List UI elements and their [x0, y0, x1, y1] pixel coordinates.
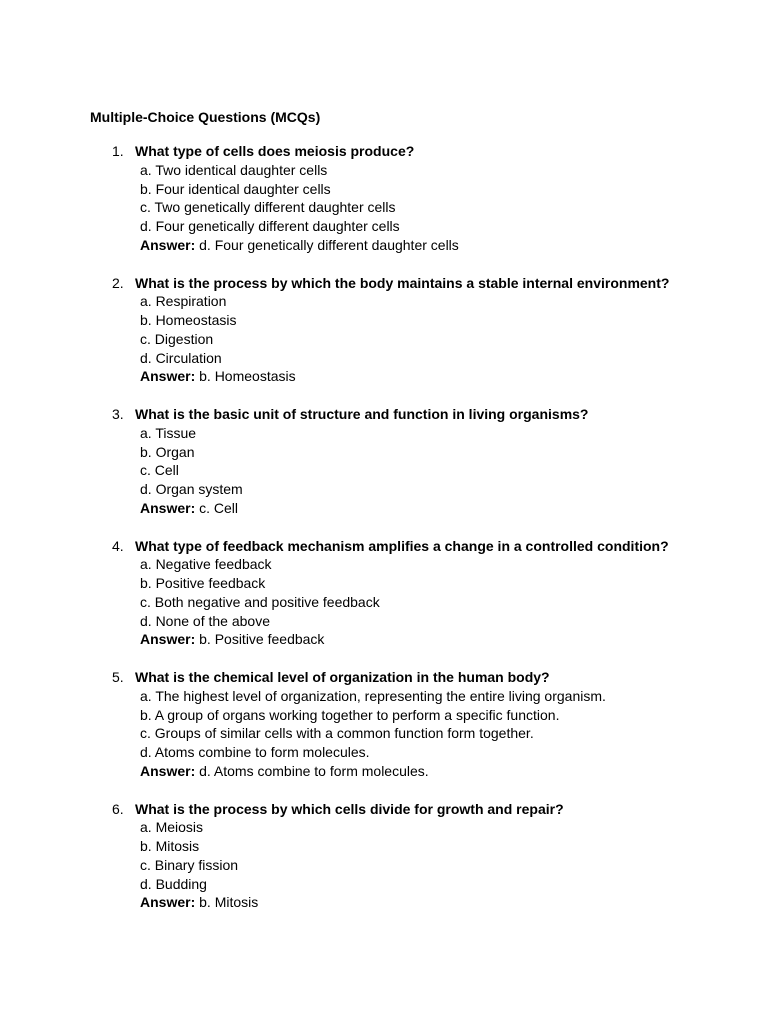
option-d: d. Four genetically different daughter cells — [140, 218, 400, 235]
option-b: b. Homeostasis — [140, 312, 237, 329]
option-c: c. Digestion — [140, 330, 214, 347]
option-d: d. None of the above — [140, 612, 270, 629]
question-number: 5. — [112, 669, 124, 685]
option-a: a. Two identical daughter cells — [140, 161, 328, 178]
option-b: b. A group of organs working together to perform a specific function. — [140, 706, 560, 723]
answer-line — [140, 630, 380, 649]
question-text: What is the process by which the body maintains a stable internal environment? — [135, 274, 670, 291]
option-list — [140, 424, 243, 518]
option-b: b. Organ — [140, 443, 195, 460]
answer-line — [140, 762, 606, 781]
question-number: 1. — [112, 143, 124, 159]
question-text: What is the process by which cells divide for growth and repair? — [135, 800, 564, 817]
option-d: d. Circulation — [140, 349, 222, 366]
answer-label: Answer: — [140, 631, 196, 648]
answer-label: Answer: — [140, 236, 196, 253]
question-number: 3. — [112, 406, 124, 422]
question-number: 2. — [112, 274, 124, 291]
answer-label: Answer: — [140, 499, 196, 516]
answer-text: b. Positive feedback — [199, 631, 325, 648]
option-b: b. Four identical daughter cells — [140, 180, 331, 197]
question-text: What type of feedback mechanism amplifies a change in a controlled condition? — [135, 537, 669, 554]
answer-label: Answer: — [140, 368, 196, 385]
answer-line — [140, 499, 243, 518]
answer-text: b. Homeostasis — [199, 368, 296, 385]
option-c: c. Cell — [140, 462, 179, 479]
option-c: c. Binary fission — [140, 856, 239, 873]
answer-text: b. Mitosis — [199, 894, 259, 911]
question-number: 4. — [112, 537, 124, 554]
option-a: a. Tissue — [140, 424, 197, 441]
option-c: c. Both negative and positive feedback — [140, 593, 380, 610]
option-b: b. Positive feedback — [140, 575, 266, 592]
option-list — [140, 161, 459, 255]
option-d: d. Atoms combine to form molecules. — [140, 744, 370, 761]
option-a: a. Respiration — [140, 293, 227, 310]
answer-line — [140, 236, 459, 255]
option-d: d. Organ system — [140, 481, 243, 498]
option-a: a. Meiosis — [140, 819, 204, 836]
option-c: c. Groups of similar cells with a common function form together. — [140, 725, 534, 742]
option-a: a. Negative feedback — [140, 556, 272, 573]
option-c: c. Two genetically different daughter cells — [140, 199, 396, 216]
answer-text: c. Cell — [199, 499, 239, 516]
option-list — [140, 555, 380, 649]
option-b: b. Mitosis — [140, 838, 200, 855]
answer-label: Answer: — [140, 762, 196, 779]
answer-text: d. Atoms combine to form molecules. — [199, 762, 429, 779]
option-list — [140, 687, 606, 781]
page-title: Multiple-Choice Questions (MCQs) — [90, 109, 321, 125]
answer-label: Answer: — [140, 894, 196, 911]
answer-line — [140, 367, 296, 386]
question-text: What is the basic unit of structure and function in living organisms? — [135, 406, 589, 422]
option-d: d. Budding — [140, 875, 207, 892]
answer-text: d. Four genetically different daughter cells — [199, 236, 459, 253]
option-a: a. The highest level of organization, representing the entire living organism. — [140, 687, 606, 704]
question-text: What type of cells does meiosis produce? — [135, 143, 415, 159]
answer-line — [140, 893, 258, 912]
question-number: 6. — [112, 800, 124, 817]
question-text: What is the chemical level of organization in the human body? — [135, 669, 550, 685]
option-list — [140, 818, 258, 912]
option-list — [140, 292, 296, 386]
